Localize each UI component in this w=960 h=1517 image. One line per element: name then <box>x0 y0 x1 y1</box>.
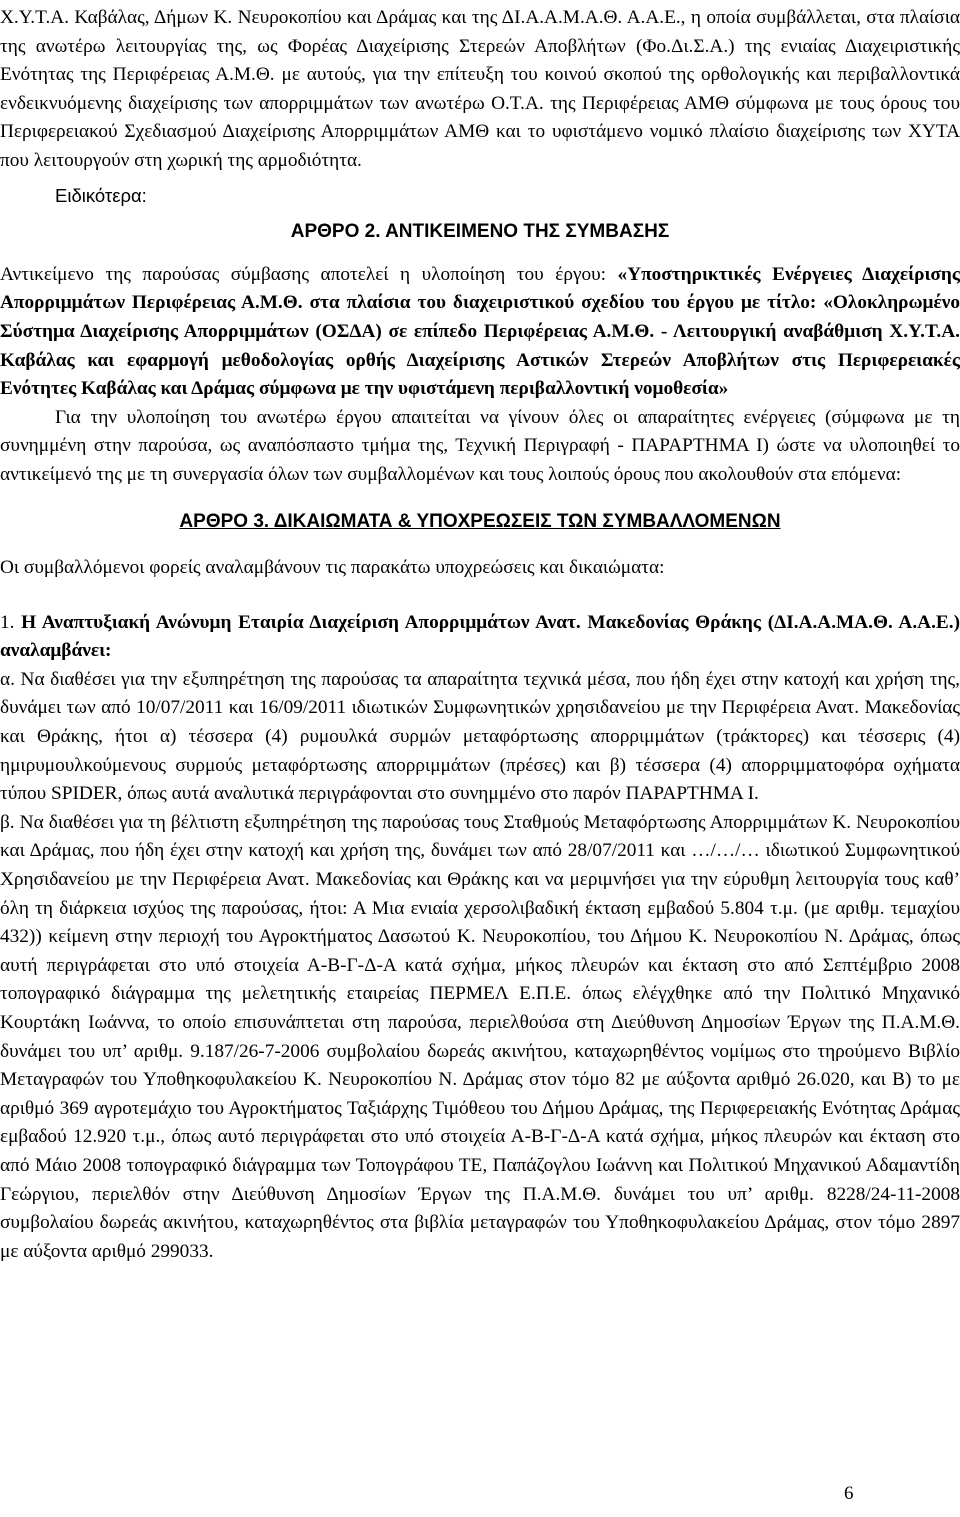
specifically-label: Ειδικότερα: <box>55 184 147 206</box>
article-2-subject <box>0 261 960 404</box>
article-2-paragraph: Για την υλοποίηση του ανωτέρω έργου απαιτείται να γίνουν όλες οι απαραίτητες ενέργειες (σύμφωνα με τη συνημμένη στην παρούσα, ως αναπόσπαστο τμήμα της, Τεχνική Περιγραφή - ΠΑΡΑΡΤΗΜΑ Ι) ώστε να υλοποιηθεί το αντικείμενό της με τη συνεργασία όλων των συμβαλλομένων και τους λοιπούς όρους που ακολουθούν στα επόμενα: <box>0 406 960 485</box>
article-2-heading: ΑΡΘΡΟ 2. ΑΝΤΙΚΕΙΜΕΝΟ ΤΗΣ ΣΥΜΒΑΣΗΣ <box>290 221 670 243</box>
article-2-lead: Αντικείμενο της παρούσας σύμβασης αποτελεί η υλοποίηση του έργου: <box>0 263 618 285</box>
intro-paragraph: Χ.Υ.Τ.Α. Καβάλας, Δήμων Κ. Νευροκοπίου και Δράμας και της ΔΙ.Α.Α.Μ.Α.Θ. Α.Α.Ε., η οποία συμβάλλεται, στα πλαίσια της ανωτέρω λειτουργίας της, ως Φορέας Διαχείρισης Στερεών Αποβλήτων (Φο.Δι.Σ.Α.) της ενιαίας Διαχειριστικής Ενότητας της Περιφέρειας Α.Μ.Θ. με αυτούς, για την επίτευξη του κοινού σκοπού της ορθολογικής και περιβαλλοντικά ενδεικνυόμενης διαχείρισης των απορριμμάτων των ανωτέρω Ο.Τ.Α. της Περιφέρειας ΑΜΘ σύμφωνα με τους όρους του Περιφερειακού Σχεδιασμού Διαχείρισης Απορριμμάτων ΑΜΘ και το υφιστάμενο νομικό πλαίσιο διαχείρισης των ΧΥΤΑ που λειτουργούν στη χωρική της αρμοδιότητα. <box>0 7 960 171</box>
item-alpha-paragraph: α. Να διαθέσει για την εξυπηρέτηση της παρούσας τα απαραίτητα τεχνικά μέσα, που ήδη έχει στην κατοχή και χρήση της, δυνάμει των από 10/07/2011 και 16/09/2011 ιδιωτικών Συμφωνητικών χρησιδανείου με την Περιφέρεια Ανατ. Μακεδονίας και Θράκης, ήτοι α) τέσσερα (4) ρυμουλκά συρμών μεταφόρτωσης απορριμμάτων (τράκτορες) και τέσσερις (4) ημιρυμουλκούμενους συρμούς μεταφόρτωσης απορριμμάτων (πρέσες) και β) τέσσερα (4) απορριμματοφόρα οχήματα τύπου SPIDER, όπως αυτά αναλυτικά περιγράφονται στο συνημμένο στο παρόν ΠΑΡΑΡΤΗΜΑ Ι. <box>0 668 960 805</box>
article-3-heading: ΑΡΘΡΟ 3. ΔΙΚΑΙΩΜΑΤΑ & ΥΠΟΧΡΕΩΣΕΙΣ ΤΩΝ ΣΥΜΒΑΛΛΟΜΕΝΩΝ <box>179 510 781 532</box>
article-3-intro: Οι συμβαλλόμενοι φορείς αναλαμβάνουν τις παρακάτω υποχρεώσεις και δικαιώματα: <box>0 557 665 579</box>
item-1-number: 1. <box>0 611 22 633</box>
spacer <box>0 583 960 609</box>
item-beta-paragraph: β. Να διαθέσει για τη βέλτιστη εξυπηρέτηση της παρούσας τους Σταθμούς Μεταφόρτωσης Απορριμμάτων Κ. Νευροκοπίου και Δράμας, που ήδη έχει στην κατοχή και χρήση της, δυνάμει των από 28/07/2011 και …/…/… ιδιωτικού Συμφωνητικού Χρησιδανείου με την Περιφέρεια Ανατ. Μακεδονίας και Θράκης και να μεριμνήσει για την εύρυθμη λειτουργία τους καθ’ όλη τη διάρκεια ισχύος της παρούσας, ήτοι: Α Μια ενιαία χερσολιβαδική έκταση εμβαδού 5.804 τ.μ. (με αριθμ. τεμαχίου 432)) κείμενη στην περιοχή του Αγροκτήματος Δασωτού Κ. Νευροκοπίου, του Δήμου Κ. Νευροκοπίου Ν. Δράμας, όπως αυτή περιγράφεται στο υπό στοιχεία Α-Β-Γ-Δ-Α κατά σχήμα, μήκος πλευρών και έκταση στο από Σεπτέμβριο 2008 τοπογραφικό διάγραμμα της μελετητικής εταιρείας ΠΕΡΜΕΛ Ε.Π.Ε. όπως ελέγχθηκε από την Πολιτικό Μηχανικό Κουρτάκη Ιωάννα, το οποίο επισυνάπτεται στη παρούσα, περιελθούσα στη Διεύθυνση Δημοσίων Έργων της Π.Α.Μ.Θ. δυνάμει του υπ’ αριθμ. 9.187/26-7-2006 συμβολαίου δωρεάς ακινήτου, καταχωρηθέντος νομίμως στο τηρούμενο Βιβλίο Μεταγραφών του Υποθηκοφυλακείου Κ. Νευροκοπίου Ν. Δράμας στον τόμο 82 με αύξοντα αριθμό 26.020, και Β) το με αριθμό 369 αγροτεμάχιο του Αγροκτήματος Ταξιάρχης Τιμόθεου του Δήμου Δράμας, της Περιφερειακής Ενότητας Δράμας εμβαδού 12.920 τ.μ., όπως αυτό περιγράφεται στο υπό στοιχεία Α-Β-Γ-Δ-Α κατά σχήμα, μήκος πλευρών και έκταση στο από Μάιο 2008 τοπογραφικό διάγραμμα των Τοπογράφου ΤΕ, Παπάζογλου Ιωάννη και Πολιτικού Μηχανικού Αδαμαντίδη Γεώργιου, περιελθόν στην Διεύθυνση Δημοσίων Έργων της Π.Α.Μ.Θ. δυνάμει του υπ’ αριθμ. 8228/24-11-2008 συμβολαίου δωρεάς ακινήτου, καταχωρηθέντος στα βιβλία μεταγραφών του Υποθηκοφυλακείου Δράμας, στον τόμο 2897 με αύξοντα αριθμό 299033. <box>0 811 960 1262</box>
page-number: 6 <box>844 1483 854 1504</box>
article-3-item-1 <box>0 609 960 666</box>
article-2-project-title: «Υποστηρικτικές Ενέργειες Διαχείρισης Απορριμμάτων Περιφέρειας Α.Μ.Θ. στα πλαίσια του διαχειριστικού σχεδίου του έργου με τίτλο: «Ολοκληρωμένο Σύστημα Διαχείρισης Απορριμμάτων (ΟΣΔΑ) σε επίπεδο Περιφέρειας Α.Μ.Θ. - Λειτουργική αναβάθμιση Χ.Υ.Τ.Α. Καβάλας και εφαρμογή μεθοδολογίας ορθής Διαχείρισης Αστικών Στερεών Αποβλήτων στις Περιφερειακές Ενότητες Καβάλας και Δράμας σύμφωνα με την υφιστάμενη περιβαλλοντική νομοθεσία» <box>0 263 960 400</box>
item-1-text: Η Αναπτυξιακή Ανώνυμη Εταιρία Διαχείριση Απορριμμάτων Ανατ. Μακεδονίας Θράκης (ΔΙ.Α.Α.ΜΑ.Θ. Α.Α.Ε.) αναλαμβάνει: <box>0 611 960 662</box>
